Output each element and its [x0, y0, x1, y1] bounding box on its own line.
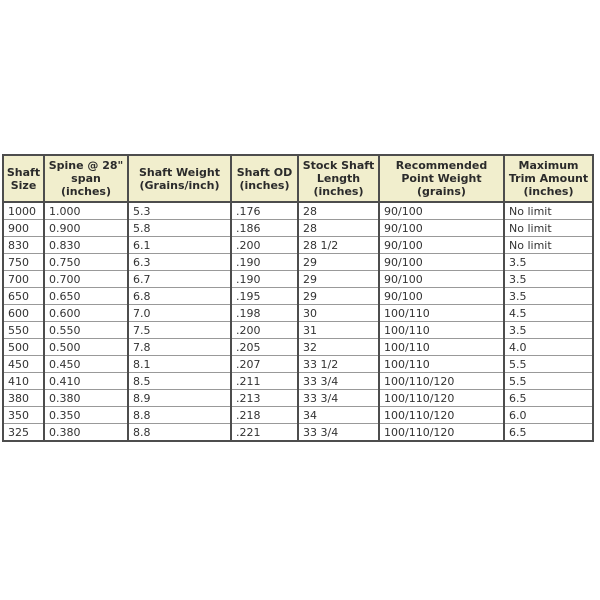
table-cell: 6.3 [128, 254, 231, 271]
table-row [3, 424, 593, 442]
table-cell: 100/110/120 [379, 407, 504, 424]
table-cell: .221 [231, 424, 298, 442]
table-cell: No limit [504, 237, 593, 254]
table-cell: 32 [298, 339, 379, 356]
table-cell: 0.350 [44, 407, 128, 424]
table-cell: 450 [3, 356, 44, 373]
table-cell: 830 [3, 237, 44, 254]
table-cell: .186 [231, 220, 298, 237]
table-cell: 0.900 [44, 220, 128, 237]
table-row [3, 322, 593, 339]
table-cell: 6.5 [504, 390, 593, 407]
table-cell: 8.1 [128, 356, 231, 373]
table-cell: 325 [3, 424, 44, 442]
table-cell: 900 [3, 220, 44, 237]
table-row [3, 373, 593, 390]
table-cell: No limit [504, 202, 593, 220]
table-cell: 90/100 [379, 254, 504, 271]
column-header: Shaft OD (inches) [231, 155, 298, 202]
table-cell: .218 [231, 407, 298, 424]
table-row [3, 271, 593, 288]
table-cell: 700 [3, 271, 44, 288]
column-header: Spine @ 28" span (inches) [44, 155, 128, 202]
table-cell: 33 3/4 [298, 390, 379, 407]
table-cell: 5.5 [504, 373, 593, 390]
column-header: Stock Shaft Length (inches) [298, 155, 379, 202]
table-cell: 600 [3, 305, 44, 322]
table-cell: 750 [3, 254, 44, 271]
table-cell: 90/100 [379, 271, 504, 288]
column-header: Maximum Trim Amount (inches) [504, 155, 593, 202]
table-row [3, 288, 593, 305]
table-cell: 0.500 [44, 339, 128, 356]
table-cell: 7.5 [128, 322, 231, 339]
table-cell: 1000 [3, 202, 44, 220]
table-cell: 7.8 [128, 339, 231, 356]
table-row [3, 237, 593, 254]
table-cell: 500 [3, 339, 44, 356]
table-cell: 650 [3, 288, 44, 305]
table-cell: 100/110 [379, 339, 504, 356]
table-cell: 0.650 [44, 288, 128, 305]
table-cell: 0.410 [44, 373, 128, 390]
table-cell: .211 [231, 373, 298, 390]
table-cell: .200 [231, 237, 298, 254]
table-cell: 100/110 [379, 356, 504, 373]
table-cell: 31 [298, 322, 379, 339]
table-cell: 90/100 [379, 220, 504, 237]
table-cell: 4.5 [504, 305, 593, 322]
table-cell: 90/100 [379, 202, 504, 220]
table-cell: 550 [3, 322, 44, 339]
table-row [3, 220, 593, 237]
table-cell: 1.000 [44, 202, 128, 220]
table-cell: 8.5 [128, 373, 231, 390]
table-cell: 3.5 [504, 322, 593, 339]
table-row [3, 356, 593, 373]
table-cell: 33 3/4 [298, 373, 379, 390]
table-cell: 29 [298, 288, 379, 305]
table-cell: 8.8 [128, 407, 231, 424]
table-cell: 5.3 [128, 202, 231, 220]
table-cell: 90/100 [379, 237, 504, 254]
table-cell: 28 [298, 220, 379, 237]
table-row [3, 407, 593, 424]
table-cell: .176 [231, 202, 298, 220]
table-cell: 6.0 [504, 407, 593, 424]
table-body [3, 202, 593, 441]
table-cell: 29 [298, 271, 379, 288]
table-cell: 100/110 [379, 322, 504, 339]
table-cell: 380 [3, 390, 44, 407]
table-cell: 100/110/120 [379, 390, 504, 407]
table-cell: .200 [231, 322, 298, 339]
table-cell: 33 3/4 [298, 424, 379, 442]
table-row [3, 305, 593, 322]
table-cell: 7.0 [128, 305, 231, 322]
table-cell: 6.5 [504, 424, 593, 442]
table-cell: 3.5 [504, 271, 593, 288]
table-cell: 6.7 [128, 271, 231, 288]
table-cell: 4.0 [504, 339, 593, 356]
table-header [3, 155, 593, 202]
table-cell: 0.450 [44, 356, 128, 373]
table-cell: 0.550 [44, 322, 128, 339]
table-cell: 29 [298, 254, 379, 271]
table-row [3, 390, 593, 407]
table-cell: 0.830 [44, 237, 128, 254]
header-row [3, 155, 593, 202]
table-cell: .195 [231, 288, 298, 305]
table-cell: 0.700 [44, 271, 128, 288]
table-cell: 100/110 [379, 305, 504, 322]
table-cell: 3.5 [504, 254, 593, 271]
table-cell: 350 [3, 407, 44, 424]
shaft-spec-table [2, 154, 594, 442]
table-cell: .207 [231, 356, 298, 373]
table-cell: 0.380 [44, 424, 128, 442]
table-cell: .205 [231, 339, 298, 356]
table-row [3, 202, 593, 220]
table-cell: 100/110/120 [379, 424, 504, 442]
table-cell: 28 [298, 202, 379, 220]
table-cell: .190 [231, 271, 298, 288]
table-cell: 0.600 [44, 305, 128, 322]
table-cell: 410 [3, 373, 44, 390]
table-cell: 100/110/120 [379, 373, 504, 390]
table-cell: 5.8 [128, 220, 231, 237]
table-cell: .213 [231, 390, 298, 407]
table-cell: 0.380 [44, 390, 128, 407]
table-cell: 8.9 [128, 390, 231, 407]
table-cell: 34 [298, 407, 379, 424]
column-header: Shaft Weight (Grains/inch) [128, 155, 231, 202]
table-row [3, 254, 593, 271]
table-cell: 90/100 [379, 288, 504, 305]
table-cell: .190 [231, 254, 298, 271]
column-header: Recommended Point Weight (grains) [379, 155, 504, 202]
table-cell: 28 1/2 [298, 237, 379, 254]
table-cell: 6.1 [128, 237, 231, 254]
table-cell: .198 [231, 305, 298, 322]
table-cell: 3.5 [504, 288, 593, 305]
table-cell: 0.750 [44, 254, 128, 271]
column-header: Shaft Size [3, 155, 44, 202]
table-cell: 5.5 [504, 356, 593, 373]
table-cell: 8.8 [128, 424, 231, 442]
table-row [3, 339, 593, 356]
table-cell: 30 [298, 305, 379, 322]
shaft-spec-table-container [2, 154, 592, 442]
table-cell: 6.8 [128, 288, 231, 305]
table-cell: 33 1/2 [298, 356, 379, 373]
table-cell: No limit [504, 220, 593, 237]
